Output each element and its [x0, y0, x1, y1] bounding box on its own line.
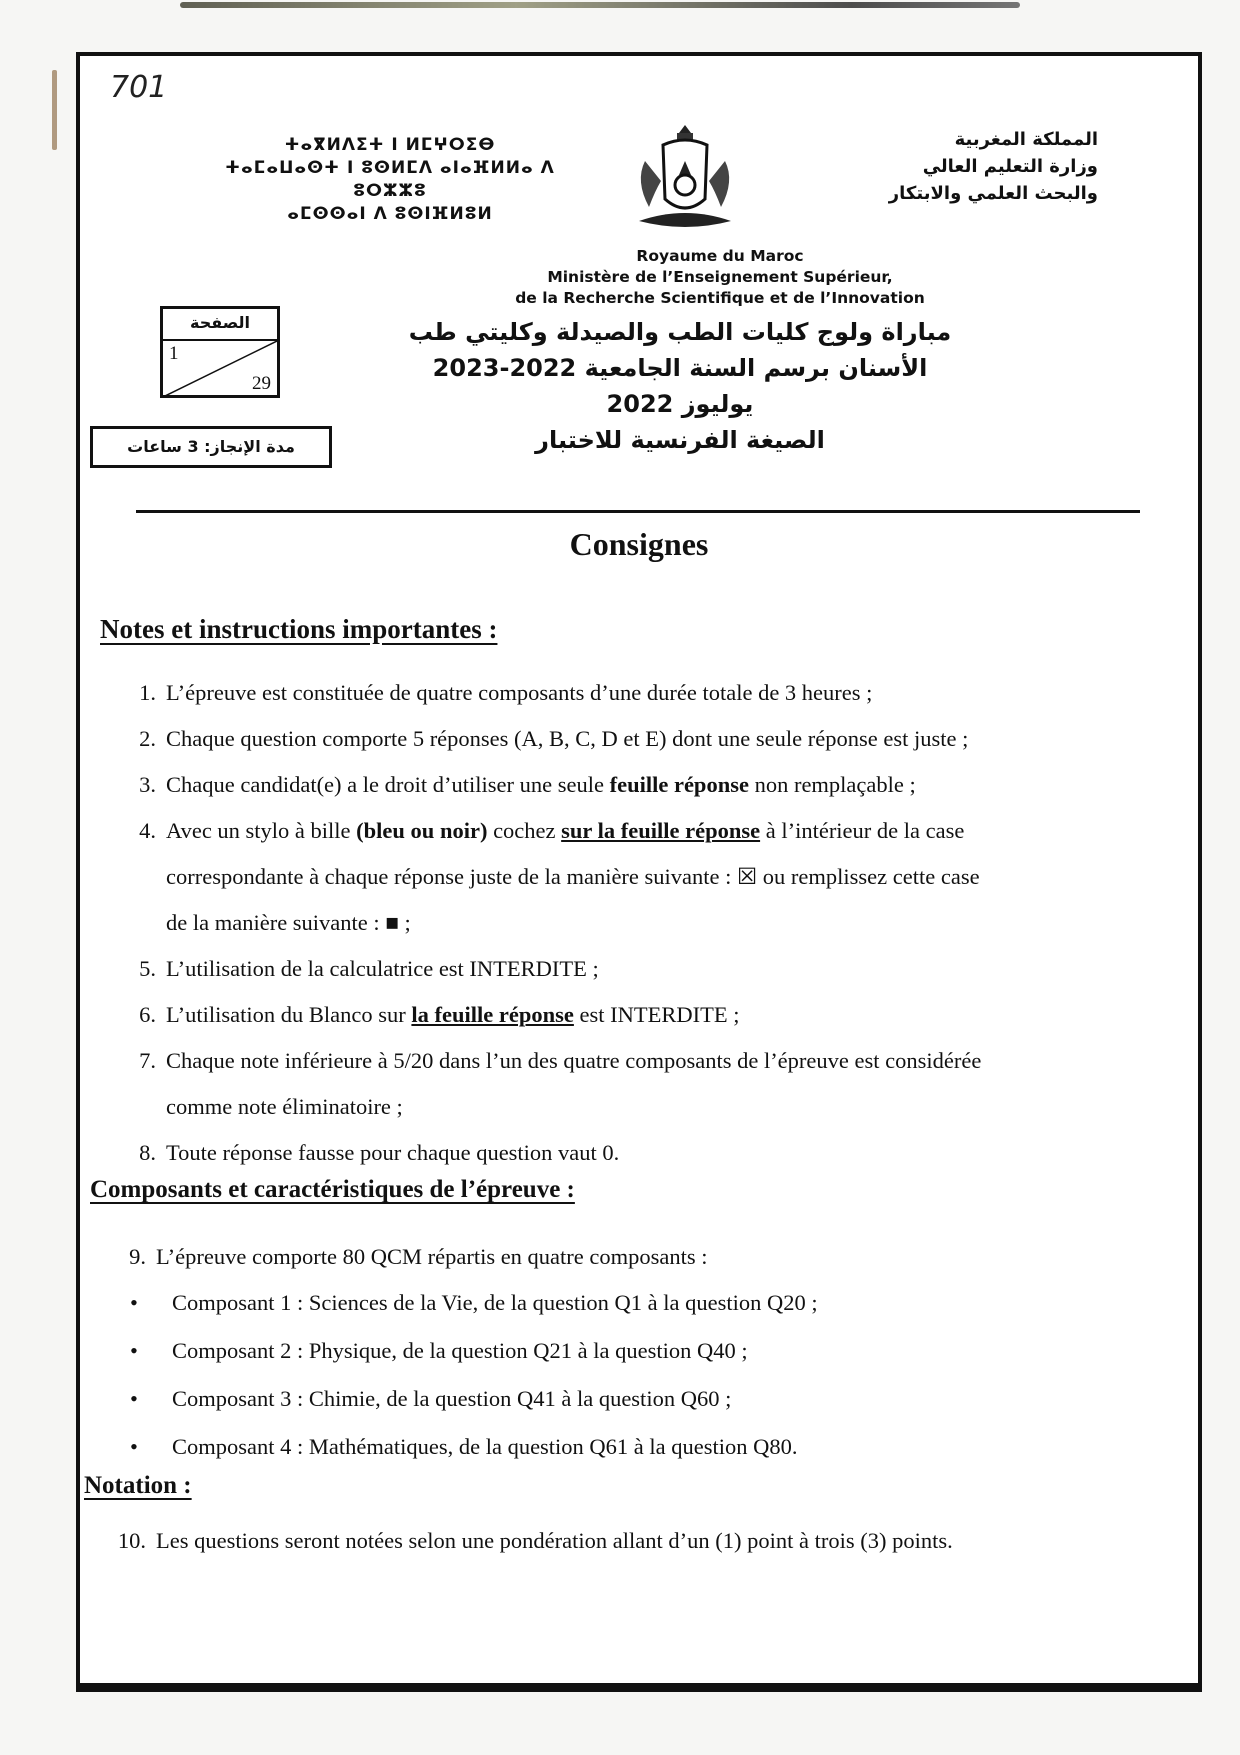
- header-divider: [136, 510, 1140, 513]
- document-frame: [76, 52, 1202, 1692]
- instruction-item: 7. Chaque note inférieure à 5/20 dans l’un des quatre composants de l’épreuve est considérée: [139, 1048, 982, 1073]
- page-label: الصفحة: [163, 309, 277, 341]
- french-header-line: Royaume du Maroc: [636, 247, 804, 265]
- instruction-item: 5. L’utilisation de la calculatrice est INTERDITE ;: [139, 956, 599, 981]
- instruction-continuation: correspondante à chaque réponse juste de la manière suivante : ☒ ou remplissez cette case: [166, 864, 980, 889]
- exam-title-line: مباراة ولوج كليات الطب والصيدلة وكليتي طب: [408, 318, 952, 346]
- component-item: • Composant 2 : Physique, de la question Q21 à la question Q40 ;: [130, 1338, 748, 1363]
- instruction-item: 4. Avec un stylo à bille (bleu ou noir) cochez sur la feuille réponse à l’intérieur de la case: [139, 818, 965, 843]
- component-item: • Composant 4 : Mathématiques, de la question Q61 à la question Q80.: [130, 1434, 798, 1459]
- moroccan-coat-of-arms-icon: [625, 121, 745, 236]
- french-header-line: Ministère de l’Enseignement Supérieur,: [547, 268, 893, 286]
- instruction-item: 8. Toute réponse fausse pour chaque question vaut 0.: [139, 1140, 620, 1165]
- instruction-item: 2. Chaque question comporte 5 réponses (A, B, C, D et E) dont une seule réponse est juste ;: [139, 726, 969, 751]
- exam-title-arabic: [380, 314, 980, 458]
- instruction-item: 6. L’utilisation du Blanco sur la feuille réponse est INTERDITE ;: [139, 1002, 740, 1027]
- arabic-header-line: والبحث العلمي والابتكار: [888, 183, 1098, 204]
- instruction-item: 10. Les questions seront notées selon une pondération allant d’un (1) point à trois (3) points.: [117, 1528, 953, 1553]
- arabic-header: [889, 126, 1098, 207]
- page-number-box: [160, 306, 280, 398]
- tifinagh-line: ⵜⴰⵎⴰⵡⴰⵙⵜ ⵏ ⵓⵙⵍⵎⴷ ⴰⵏⴰⴼⵍⵍⴰ ⴷ ⵓⵔⵣⵣⵓ: [225, 158, 555, 201]
- tifinagh-line: ⵜⴰⴳⵍⴷⵉⵜ ⵏ ⵍⵎⵖⵔⵉⴱ: [284, 135, 496, 155]
- notation-section-title: Notation :: [84, 1472, 192, 1499]
- current-page: 1: [169, 343, 179, 364]
- exam-title-line: يوليوز 2022: [606, 390, 754, 418]
- arabic-header-line: المملكة المغربية: [954, 129, 1098, 150]
- instruction-continuation: comme note éliminatoire ;: [166, 1094, 403, 1119]
- component-item: • Composant 3 : Chimie, de la question Q41 à la question Q60 ;: [130, 1386, 732, 1411]
- scan-left-mark: [52, 70, 57, 150]
- instruction-item: 1. L’épreuve est constituée de quatre composants d’une durée totale de 3 heures ;: [139, 680, 873, 705]
- components-section-title: Composants et caractéristiques de l’épreuve :: [90, 1176, 575, 1203]
- instruction-continuation: de la manière suivante : ■ ;: [166, 910, 411, 935]
- component-item: • Composant 1 : Sciences de la Vie, de la question Q1 à la question Q20 ;: [130, 1290, 818, 1315]
- scan-edge-artifact: [180, 2, 1020, 8]
- french-header-line: de la Recherche Scientifique et de l’Innovation: [515, 289, 925, 307]
- total-pages: 29: [252, 373, 271, 394]
- arabic-header-line: وزارة التعليم العالي: [922, 156, 1098, 177]
- exam-title-line: الصيغة الفرنسية للاختبار: [535, 426, 825, 454]
- page-title: Consignes: [569, 526, 709, 562]
- notes-section-title: Notes et instructions importantes :: [100, 614, 498, 644]
- instruction-item: 3. Chaque candidat(e) a le droit d’utiliser une seule feuille réponse non remplaçable ;: [139, 772, 916, 797]
- french-header: [440, 246, 1000, 309]
- instruction-item: 9. L’épreuve comporte 80 QCM répartis en quatre composants :: [129, 1244, 708, 1269]
- duration-box: مدة الإنجاز: 3 ساعات: [90, 426, 332, 468]
- handwritten-note: 701: [110, 70, 168, 105]
- exam-title-line: الأسنان برسم السنة الجامعية 2022-2023: [432, 354, 928, 382]
- tifinagh-header: [200, 134, 580, 226]
- tifinagh-line: ⴰⵎⵙⵙⴰⵏ ⴷ ⵓⵙⵏⴼⵍⵓⵍ: [287, 204, 493, 224]
